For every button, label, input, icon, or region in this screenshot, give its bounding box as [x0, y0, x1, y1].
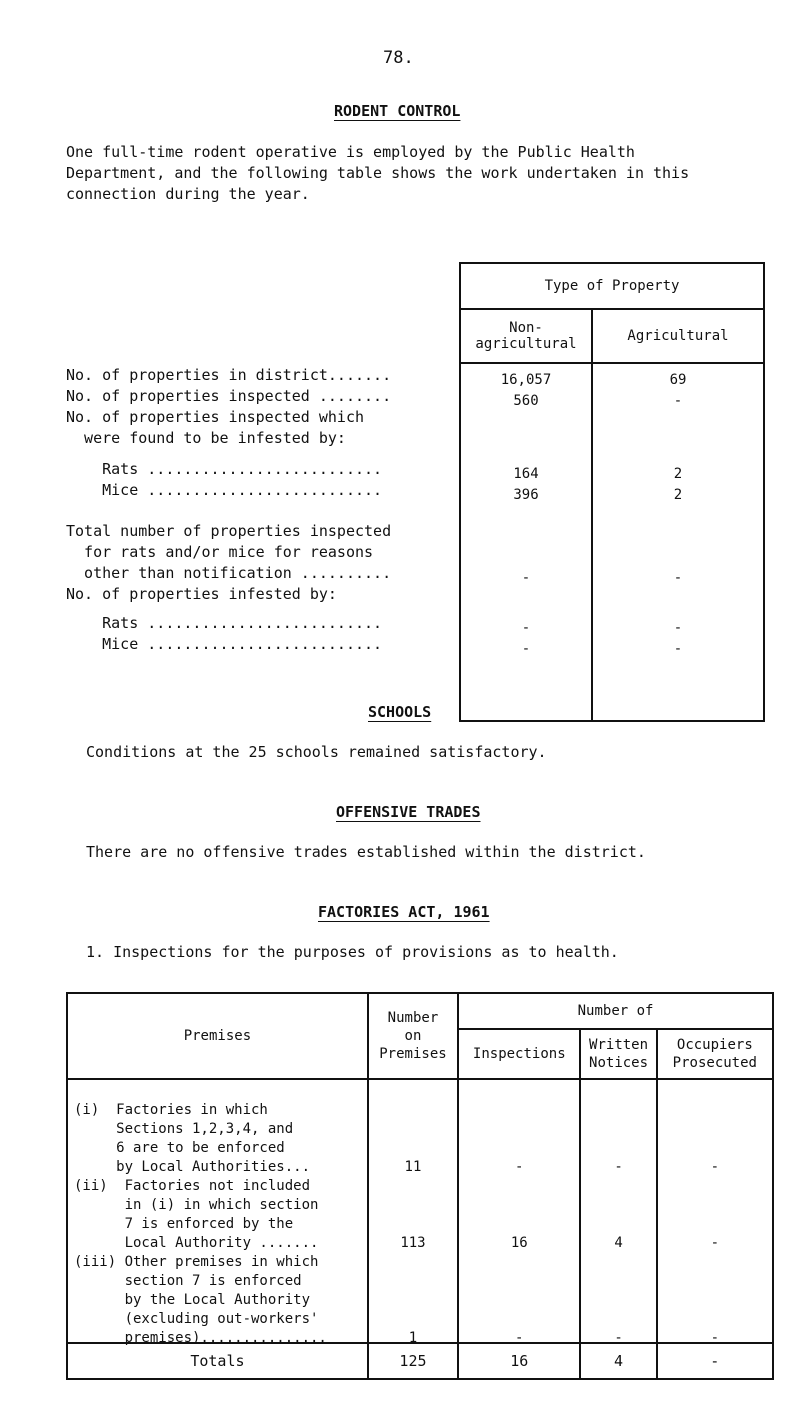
premises-line: Sections 1,2,3,4, and — [74, 1121, 294, 1137]
inspections-header: Inspections — [458, 1029, 580, 1079]
premises-line: (ii) Factories not included — [74, 1178, 311, 1194]
premises-header: Premises — [67, 993, 368, 1079]
inspections-value: - — [515, 1159, 524, 1175]
rodent-row-label: were found to be infested by: — [66, 429, 346, 447]
rodent-row-label: for rats and/or mice for reasons — [66, 543, 374, 561]
number-on-premises-line: Premises — [379, 1046, 447, 1062]
factories-table — [66, 992, 774, 1380]
agricultural-column — [592, 363, 764, 721]
agri-value: - — [673, 570, 683, 586]
number-on-premises-line: on — [404, 1028, 422, 1044]
rodent-intro — [66, 142, 756, 205]
page-number: 78. — [383, 48, 414, 68]
rodent-row-label: other than notification .......... — [66, 564, 392, 582]
premises-line: section 7 is enforced — [74, 1273, 302, 1289]
premises-line: 6 are to be enforced — [74, 1140, 285, 1156]
inspections-column — [458, 1079, 580, 1346]
rodent-row-label: No. of properties inspected ........ — [66, 387, 392, 405]
rodent-row-label: No. of properties inspected which — [66, 408, 365, 426]
agri-value: - — [673, 393, 683, 409]
agri-value: 69 — [669, 372, 687, 388]
written-notices-value: 4 — [614, 1235, 623, 1251]
non-agricultural-column — [460, 363, 592, 721]
agri-value: 2 — [673, 487, 683, 503]
totals-inspections: 16 — [458, 1343, 580, 1379]
rodent-row-label: Rats .......................... — [66, 460, 383, 478]
totals-written-notices: 4 — [580, 1343, 656, 1379]
written-notices-column — [580, 1079, 656, 1346]
number-of-header: Number of — [458, 993, 773, 1029]
non-agri-value: - — [521, 570, 531, 586]
premises-line: premises)............... — [74, 1330, 327, 1346]
non-agri-value: 560 — [513, 393, 539, 409]
occupiers-prosecuted-header — [657, 1029, 773, 1079]
premises-column — [67, 1079, 368, 1346]
rodent-control-heading: RODENT CONTROL — [334, 102, 461, 120]
totals-label: Totals — [67, 1343, 368, 1379]
premises-line: Local Authority ....... — [74, 1235, 319, 1251]
written-notices-header — [580, 1029, 656, 1079]
written-notices-line: Written — [589, 1037, 649, 1053]
rodent-row-label: No. of properties infested by: — [66, 585, 337, 603]
premises-line: by Local Authorities... — [74, 1159, 311, 1175]
premises-line: 7 is enforced by the — [74, 1216, 294, 1232]
written-notices-line: Notices — [589, 1055, 649, 1071]
occupiers-prosecuted-value: - — [710, 1235, 720, 1251]
rodent-row-label: Total number of properties inspected — [66, 522, 392, 540]
agri-value: 2 — [673, 466, 683, 482]
agricultural-header: Agricultural — [592, 309, 764, 363]
occupiers-prosecuted-line: Occupiers — [676, 1037, 753, 1053]
inspections-value: - — [515, 1330, 524, 1346]
occupiers-prosecuted-line: Prosecuted — [672, 1055, 757, 1071]
type-of-property-header: Type of Property — [460, 263, 764, 309]
number-on-premises-value: 1 — [408, 1330, 418, 1346]
schools-heading: SCHOOLS — [368, 703, 432, 721]
intro-line: Department, and the following table shows the work undertaken in this — [66, 164, 690, 182]
offensive-trades-text: There are no offensive trades established within the district. — [86, 843, 646, 861]
written-notices-value: - — [614, 1159, 623, 1175]
premises-line: by the Local Authority — [74, 1292, 311, 1308]
agri-value: - — [673, 641, 683, 657]
totals-occupiers-prosecuted: - — [657, 1343, 773, 1379]
intro-line: connection during the year. — [66, 185, 310, 203]
number-on-premises-value: 113 — [400, 1235, 426, 1251]
occupiers-prosecuted-value: - — [710, 1159, 720, 1175]
premises-line: in (i) in which section — [74, 1197, 319, 1213]
inspections-value: 16 — [510, 1235, 528, 1251]
rodent-table — [459, 262, 765, 722]
number-on-premises-value: 11 — [404, 1159, 422, 1175]
number-on-premises-column — [368, 1079, 458, 1346]
non-agri-value: - — [521, 641, 531, 657]
rodent-row-label: Mice .......................... — [66, 481, 383, 499]
occupiers-prosecuted-column — [657, 1079, 773, 1346]
rodent-row-label: Rats .......................... — [66, 614, 383, 632]
number-on-premises-header — [368, 993, 458, 1079]
intro-line: One full-time rodent operative is employed by the Public Health — [66, 143, 635, 161]
premises-line: (iii) Other premises in which — [74, 1254, 319, 1270]
non-agri-value: 396 — [513, 487, 539, 503]
premises-line: (excluding out-workers' — [74, 1311, 319, 1327]
totals-number-on-premises: 125 — [368, 1343, 458, 1379]
agri-value: - — [673, 620, 683, 636]
non-agricultural-header: Non-agricultural — [460, 309, 592, 363]
factories-act-heading: FACTORIES ACT, 1961 — [318, 903, 490, 921]
number-on-premises-line: Number — [387, 1010, 439, 1026]
non-agri-value: - — [521, 620, 531, 636]
factories-subheading: 1. Inspections for the purposes of provisions as to health. — [86, 943, 619, 961]
non-agri-value: 164 — [513, 466, 539, 482]
schools-text: Conditions at the 25 schools remained satisfactory. — [86, 743, 547, 761]
occupiers-prosecuted-value: - — [710, 1330, 720, 1346]
offensive-trades-heading: OFFENSIVE TRADES — [336, 803, 481, 821]
premises-line: (i) Factories in which — [74, 1102, 268, 1118]
rodent-row-label: No. of properties in district....... — [66, 366, 392, 384]
rodent-row-label: Mice .......................... — [66, 635, 383, 653]
written-notices-value: - — [614, 1330, 623, 1346]
non-agri-value: 16,057 — [500, 372, 552, 388]
